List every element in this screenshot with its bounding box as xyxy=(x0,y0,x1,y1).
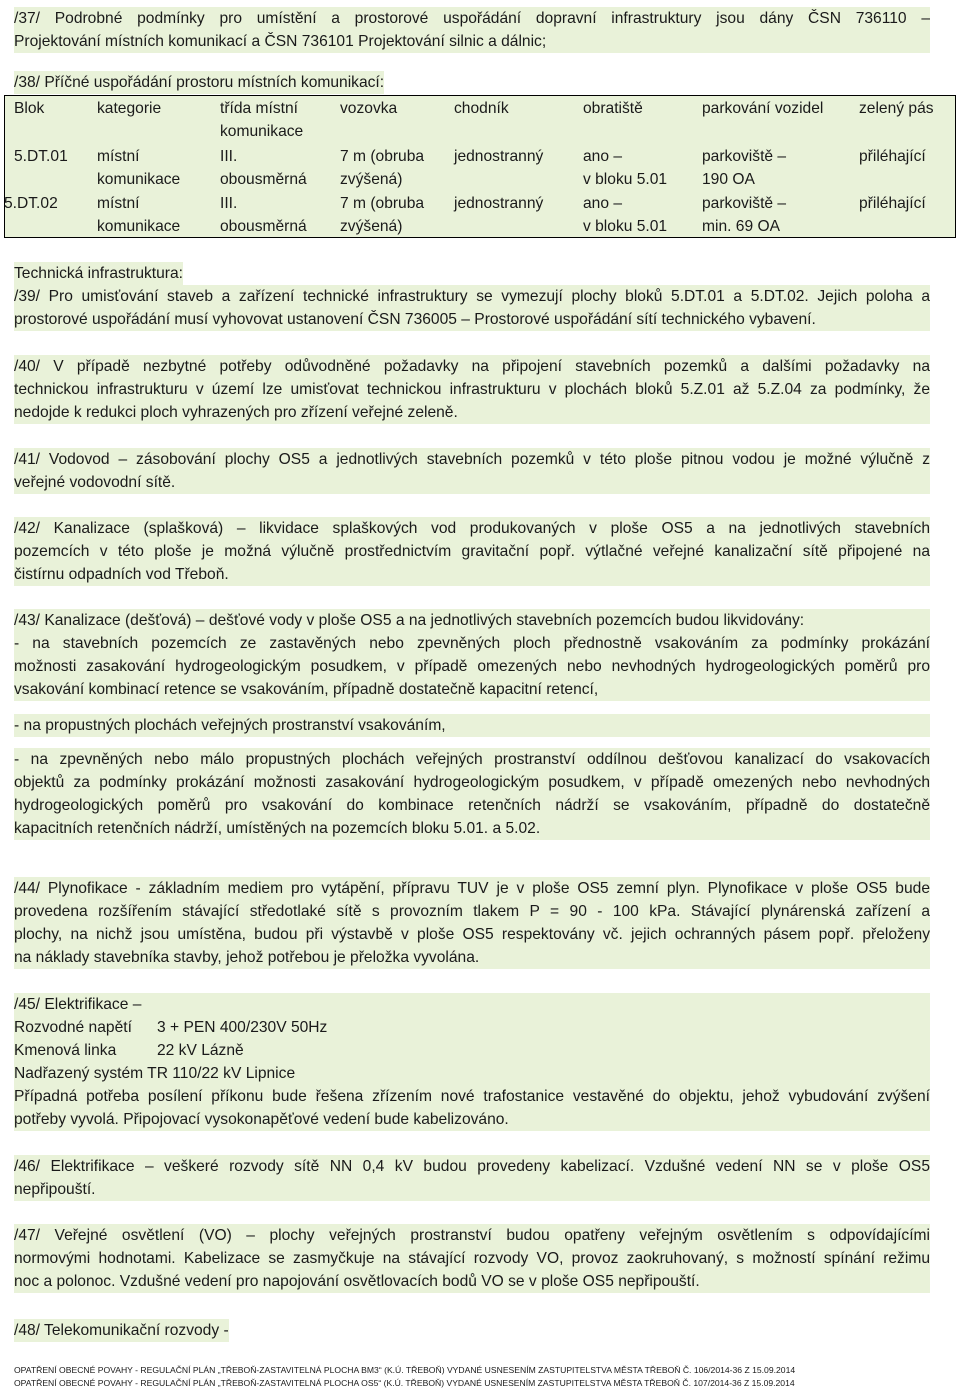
paragraph-39-line-1: /39/ Pro umisťování staveb a zařízení technické infrastruktury se vymezují plochy bloků 5.DT.01 a 5.DT.02. Jejich poloha a xyxy=(14,288,930,305)
spec-voltage-label: Rozvodné napětí xyxy=(14,1019,132,1036)
paragraph-43-line-3: možnosti zasakování hydrogeologickým posudkem, v případě omezených nebo nevhodných hydrogeologických poměrů pro xyxy=(14,658,930,675)
paragraph-44-line-2: provedena rozšířením stávající středotlaké sítě s provozním tlakem P = 90 - 100 kPa. Stávající plynárenská zařízení a xyxy=(14,903,930,920)
table-row-2-vozovka-1: 7 m (obruba xyxy=(340,195,425,212)
paragraph-43-line-2: - na stavebních pozemcích ze zastavěných nebo zpevněných ploch přednostně vsakováním za podmínky prokázání xyxy=(14,635,930,652)
table-row-2-vozovka-2: zvýšená) xyxy=(340,218,403,235)
spec-row-system: Nadřazený systém TR 110/22 kV Lipnice xyxy=(14,1065,296,1082)
spec-line-value: 22 kV Lázně xyxy=(157,1042,244,1059)
table-row-1-chodnik: jednostranný xyxy=(454,148,544,165)
paragraph-37-line-2: Projektování místních komunikací a ČSN 736101 Projektování silnic a dálnic; xyxy=(14,33,547,50)
paragraph-45-heading: /45/ Elektrifikace – xyxy=(14,996,142,1013)
paragraph-42-line-3: čistírnu odpadních vod Třeboň. xyxy=(14,566,229,583)
table-header-chodnik: chodník xyxy=(454,100,509,117)
table-row-2-zeleny: přiléhající xyxy=(859,195,926,212)
paragraph-44 xyxy=(14,877,930,969)
tech-infra-heading: Technická infrastruktura: xyxy=(14,262,183,285)
table-row-2-trida-1: III. xyxy=(220,195,238,212)
paragraph-39 xyxy=(14,285,930,331)
paragraph-39-line-2: prostorové uspořádání musí vyhovovat ustanovení ČSN 736005 – Prostorové uspořádání sítí technického vybavení. xyxy=(14,311,816,328)
paragraph-44-line-1: /44/ Plynofikace - základním mediem pro vytápění, přípravu TUV je v ploše OS5 zemní plyn. Plynofikace v ploše OS5 bude xyxy=(14,880,930,897)
table-row-2-obratiste-2: v bloku 5.01 xyxy=(583,218,668,235)
paragraph-48 xyxy=(14,1319,930,1349)
table-row-2-blok: 5.DT.02 xyxy=(4,195,58,212)
table-header-obratiste: obratiště xyxy=(583,100,643,117)
paragraph-41-line-2: veřejné vodovodní sítě. xyxy=(14,474,176,491)
paragraph-47-line-2: normovými hodnotami. Kabelizace se zasmyčkuje na stávající rozvody VO, provoz zaokruhovaný, s možností spínání režimu xyxy=(14,1250,930,1267)
paragraph-43-item-2 xyxy=(14,714,930,737)
paragraph-44-line-4: na náklady stavebníka stavby, jehož potřebou je přeložka vyvolána. xyxy=(14,949,480,966)
table-border-left xyxy=(4,95,5,238)
table-header-trida: třída místní xyxy=(220,100,298,117)
paragraph-40-line-1: /40/ V případě nezbytné potřeby odůvodněné požadavky na připojení stavebních pozemků a dalšími požadavky na xyxy=(14,358,930,375)
paragraph-40-line-3: nedojde k redukci ploch vyhrazených pro zřízení veřejné zeleně. xyxy=(14,404,458,421)
table-header-parkovani: parkování vozidel xyxy=(702,100,824,117)
table-row-2-parkovani-2: min. 69 OA xyxy=(702,218,780,235)
table-border-right xyxy=(955,95,956,238)
paragraph-45-line-2: potřeby vyvolá. Připojovací vysokonapěťové vedení bude kabelizováno. xyxy=(14,1111,509,1128)
table-row-1-vozovka-1: 7 m (obruba xyxy=(340,148,425,165)
table-row-1-obratiste-1: ano – xyxy=(583,148,623,165)
paragraph-43-item-3-line-2: objektů za podmínky prokázání možnosti zasakování hydrogeologickým posudkem, v případě omezených nebo nevhodných xyxy=(14,774,930,791)
table-row-1-blok: 5.DT.01 xyxy=(14,148,68,165)
table-header-vozovka: vozovka xyxy=(340,100,398,117)
paragraph-42-line-1: /42/ Kanalizace (splašková) – likvidace splaškových vod produkovaných v ploše OS5 a na jednotlivých stavebních xyxy=(14,520,930,537)
table-row-1-vozovka-2: zvýšená) xyxy=(340,171,403,188)
paragraph-37 xyxy=(14,7,930,53)
paragraph-45 xyxy=(14,993,930,1131)
paragraph-38-text: /38/ Příčné uspořádání prostoru místních komunikací: xyxy=(14,71,384,94)
paragraph-43 xyxy=(14,609,930,701)
table-row-2-parkovani-1: parkoviště – xyxy=(702,195,787,212)
table-row-2-trida-2: obousměrná xyxy=(220,218,307,235)
table-header-zeleny: zelený pás xyxy=(859,100,934,117)
table-row-2-kategorie-2: komunikace xyxy=(97,218,181,235)
paragraph-47-line-1: /47/ Veřejné osvětlení (VO) – plochy veřejných prostranství budou opatřeny veřejným osvětlením s odpovídajícími xyxy=(14,1227,930,1244)
table-header-kategorie: kategorie xyxy=(97,100,162,117)
paragraph-44-line-3: plochy, na nichž jsou umístěna, budou při výstavbě v ploše OS5 respektovány vč. jejich ochranných pásem popř. přeloženy xyxy=(14,926,930,943)
paragraph-45-line-1: Případná potřeba posílení příkonu bude řešena zřízením nové trafostanice vestavěné do objektu, jehož vybudování zvýšení xyxy=(14,1088,930,1105)
paragraph-42 xyxy=(14,517,930,586)
paragraph-40-line-2: technickou infrastrukturu v území lze umisťovat technickou infrastrukturu v plochách bloků 5.Z.01 až 5.Z.04 za podmínky, že xyxy=(14,381,930,398)
paragraph-43-item-3 xyxy=(14,748,930,840)
table-row-1-parkovani-2: 190 OA xyxy=(702,171,755,188)
paragraph-41-line-1: /41/ Vodovod – zásobování plochy OS5 a jednotlivých stavebních pozemků v této ploše pitnou vodou je možné výlučně z xyxy=(14,451,930,468)
table-border-top xyxy=(4,95,956,96)
paragraph-41 xyxy=(14,448,930,494)
table-row-1-zeleny: přiléhající xyxy=(859,148,926,165)
paragraph-43-item-3-line-3: hydrogeologických poměrů pro vsakování do kombinace retenčních nádrží se vsakováním, případně do dostatečně xyxy=(14,797,930,814)
spec-voltage-value: 3 + PEN 400/230V 50Hz xyxy=(157,1019,328,1036)
table-row-1-kategorie-1: místní xyxy=(97,148,140,165)
table-row-1-trida-2: obousměrná xyxy=(220,171,307,188)
footer-line-1: OPATŘENÍ OBECNÉ POVAHY - REGULAČNÍ PLÁN „TŘEBOŇ-ZASTAVITELNÁ PLOCHA BM3“ (K.Ú. TŘEBOŇ) VYDANÉ USNESENÍM ZASTUPITELSTVA MĚSTA TŘEBOŇ Č. 106/2014-36 Z 15.09.2014 xyxy=(14,1365,796,1375)
paragraph-47-line-3: noc a polonoc. Vzdušné vedení pro napojování osvětlovacích bodů VO se v ploše OS5 nepřipouští. xyxy=(14,1273,700,1290)
paragraph-46 xyxy=(14,1155,930,1201)
paragraph-42-line-2: pozemcích v této ploše je možná výlučně prostřednictvím gravitační popř. výtlačné veřejné kanalizační sítě připojené na xyxy=(14,543,930,560)
road-profile-table xyxy=(4,95,956,238)
table-row-1-obratiste-2: v bloku 5.01 xyxy=(583,171,668,188)
paragraph-43-line-1: /43/ Kanalizace (dešťová) – dešťové vody v ploše OS5 a na jednotlivých stavebních pozemcích budou likvidovány: xyxy=(14,612,805,629)
paragraph-47 xyxy=(14,1224,930,1293)
spec-row-voltage xyxy=(14,1016,930,1039)
table-row-2-obratiste-1: ano – xyxy=(583,195,623,212)
table-header-trida-line2: komunikace xyxy=(220,123,304,140)
table-row-1-parkovani-1: parkoviště – xyxy=(702,148,787,165)
table-row-1-kategorie-2: komunikace xyxy=(97,171,181,188)
paragraph-46-line-1: /46/ Elektrifikace – veškeré rozvody sítě NN 0,4 kV budou provedeny kabelizací. Vzdušné vedení NN se v ploše OS5 xyxy=(14,1158,930,1175)
paragraph-40 xyxy=(14,355,930,424)
paragraph-43-item-3-line-4: kapacitních retenčních nádrží, umístěných na pozemcích bloku 5.01. a 5.02. xyxy=(14,820,541,837)
table-row-2-kategorie-1: místní xyxy=(97,195,140,212)
table-header-blok: Blok xyxy=(14,100,45,117)
paragraph-46-line-2: nepřipouští. xyxy=(14,1181,96,1198)
paragraph-43-item-2-text: - na propustných plochách veřejných prostranství vsakováním, xyxy=(14,717,446,734)
paragraph-43-line-4: vsakování kombinací retence se vsakováním, případně dostatečně kapacitní retencí, xyxy=(14,681,599,698)
paragraph-43-item-3-line-1: - na zpevněných nebo málo propustných plochách veřejných prostranství oddílnou dešťovou kanalizací do vsakovacích xyxy=(14,751,930,768)
spec-row-line xyxy=(14,1039,930,1062)
table-row-2-chodnik: jednostranný xyxy=(454,195,544,212)
footer-line-2: OPATŘENÍ OBECNÉ POVAHY - REGULAČNÍ PLÁN „TŘEBOŇ-ZASTAVITELNÁ PLOCHA OS5“ (K.Ú. TŘEBOŇ) VYDANÉ USNESENÍM ZASTUPITELSTVA MĚSTA TŘEBOŇ Č. 107/2014-36 Z 15.09.2014 xyxy=(14,1378,795,1388)
paragraph-37-line-1: /37/ Podrobné podmínky pro umístění a prostorové uspořádání dopravní infrastruktury jsou dány ČSN 736110 – xyxy=(14,10,930,27)
paragraph-48-text: /48/ Telekomunikační rozvody - xyxy=(14,1319,229,1342)
table-row-1-trida-1: III. xyxy=(220,148,238,165)
spec-line-label: Kmenová linka xyxy=(14,1042,117,1059)
